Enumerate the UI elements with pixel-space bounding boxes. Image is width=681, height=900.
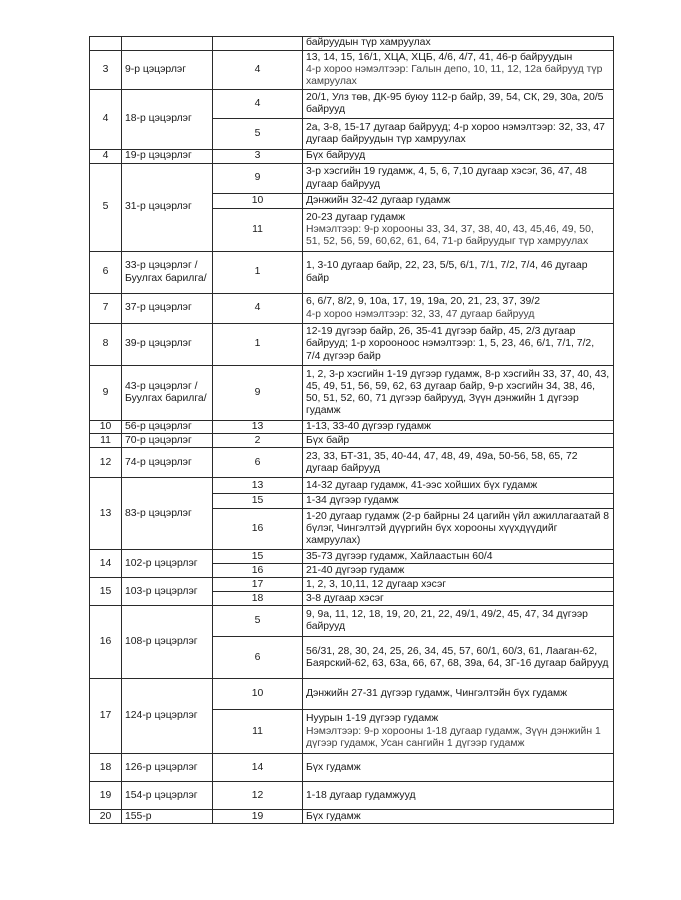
address-cell <box>303 494 614 509</box>
address-cell <box>303 434 614 448</box>
address-cell <box>303 810 614 824</box>
address-text: 1-20 дугаар гудамж (2-р байрны 24 цагийн үйл ажиллагаатай 8 бүлэг, Чингэлтэй дүүргийн бүх хорооны хүүхдүүдийг хамруулах) <box>306 510 610 547</box>
address-text: 1, 2, 3-р хэсгийн 1-19 дүгээр гудамж, 8-р хэсгийн 33, 37, 40, 43, 45, 49, 51, 56, 59, 62, 63 дугаар байр, 9-р хэсгийн 34, 38, 46, 50, 51, 52, 60, 71 дүгээр байрууд, Зүүн дэнжийн 1 дүгээр гудамж <box>306 368 610 417</box>
address-note: 4-р хороо нэмэлтээр: Галын депо, 10, 11, 12, 12а байрууд түр хамруулах <box>306 63 603 88</box>
address-cell <box>303 164 614 194</box>
table-row <box>90 754 614 782</box>
row-number: 16 <box>90 606 122 679</box>
table-row <box>90 90 614 119</box>
khoroo-number: 11 <box>213 710 303 754</box>
address-cell <box>303 209 614 252</box>
address-cell <box>303 550 614 564</box>
table-row <box>90 810 614 824</box>
address-text: 14-32 дугаар гудамж, 41-ээс хойших бүх гудамж <box>306 479 538 491</box>
address-note: 4-р хороо нэмэлтээр: 32, 33, 47 дугаар байрууд <box>306 308 535 320</box>
row-number: 5 <box>90 164 122 252</box>
table-row <box>90 782 614 810</box>
address-text: 20/1, Улз төв, ДК-95 буюу 112-р байр, 39, 54, СК, 29, 30а, 20/5 байрууд <box>306 91 604 115</box>
khoroo-number: 15 <box>213 550 303 564</box>
table-row <box>90 478 614 494</box>
khoroo-number: 3 <box>213 150 303 164</box>
address-text: Бүх байр <box>306 434 350 446</box>
kindergarten-name: 39-р цэцэрлэг <box>122 324 213 366</box>
table-row <box>90 448 614 478</box>
address-text: Нуурын 1-19 дүгээр гудамж <box>306 713 439 725</box>
table-row <box>90 606 614 637</box>
address-text: 21-40 дүгээр гудамж <box>306 564 405 576</box>
khoroo-number: 6 <box>213 448 303 478</box>
table-row <box>90 252 614 294</box>
khoroo-number: 16 <box>213 564 303 578</box>
kindergarten-name: 33-р цэцэрлэг /Буулгах барилга/ <box>122 252 213 294</box>
address-cell <box>303 592 614 606</box>
khoroo-number: 10 <box>213 194 303 209</box>
address-cell <box>303 754 614 782</box>
row-number: 12 <box>90 448 122 478</box>
table-row <box>90 324 614 366</box>
row-number: 14 <box>90 550 122 578</box>
kindergarten-table <box>89 36 614 824</box>
khoroo-number: 1 <box>213 252 303 294</box>
kindergarten-name: 103-р цэцэрлэг <box>122 578 213 606</box>
khoroo-number: 13 <box>213 478 303 494</box>
address-cell <box>303 294 614 324</box>
khoroo-number: 9 <box>213 366 303 421</box>
kindergarten-name: 9-р цэцэрлэг <box>122 51 213 90</box>
khoroo-number: 6 <box>213 637 303 679</box>
row-number: 11 <box>90 434 122 448</box>
row-number: 20 <box>90 810 122 824</box>
address-note: Нэмэлтээр: 9-р хорооны 33, 34, 37, 38, 40, 43, 45,46, 49, 50, 51, 52, 56, 59, 60,62, 61, 64, 71-р байруудыг түр хамруулах <box>306 223 594 248</box>
kindergarten-name: 83-р цэцэрлэг <box>122 478 213 550</box>
kindergarten-name: 18-р цэцэрлэг <box>122 90 213 150</box>
khoroo-number <box>213 37 303 51</box>
address-cell <box>303 150 614 164</box>
kindergarten-name <box>122 37 213 51</box>
kindergarten-name: 154-р цэцэрлэг <box>122 782 213 810</box>
khoroo-number: 1 <box>213 324 303 366</box>
address-cell <box>303 194 614 209</box>
address-text: Дэнжийн 32-42 дугаар гудамж <box>306 194 451 206</box>
address-text: 3-р хэсгийн 19 гудамж, 4, 5, 6, 7,10 дугаар хэсэг, 36, 47, 48 дугаар байрууд <box>306 166 587 190</box>
address-text: 1, 3-10 дугаар байр, 22, 23, 5/5, 6/1, 7/1, 7/2, 7/4, 46 дугаар байр <box>306 260 588 284</box>
row-number: 18 <box>90 754 122 782</box>
row-number <box>90 37 122 51</box>
khoroo-number: 11 <box>213 209 303 252</box>
kindergarten-name: 126-р цэцэрлэг <box>122 754 213 782</box>
kindergarten-name: 43-р цэцэрлэг /Буулгах барилга/ <box>122 366 213 421</box>
address-text: 1-13, 33-40 дүгээр гудамж <box>306 421 431 432</box>
khoroo-number: 10 <box>213 679 303 710</box>
address-cell <box>303 564 614 578</box>
table-row <box>90 578 614 592</box>
kindergarten-name: 155-р <box>122 810 213 824</box>
khoroo-number: 15 <box>213 494 303 509</box>
address-text: 12-19 дүгээр байр, 26, 35-41 дүгээр байр, 45, 2/3 дугаар байрууд; 1-р хорооноос нэмэлтээр: 1, 5, 23, 46, 6/1, 7/1, 7/2, 7/4 дүгээр байр <box>306 326 595 362</box>
address-cell <box>303 90 614 119</box>
address-text: 1-34 дүгээр гудамж <box>306 495 399 507</box>
address-cell <box>303 509 614 550</box>
table-row <box>90 550 614 564</box>
address-text: Бүх гудамж <box>306 810 361 822</box>
address-cell <box>303 421 614 434</box>
row-number: 19 <box>90 782 122 810</box>
address-text: 1, 2, 3, 10,11, 12 дугаар хэсэг <box>306 578 447 590</box>
address-text: Бүх байрууд <box>306 150 366 162</box>
address-text: 6, 6/7, 8/2, 9, 10а, 17, 19, 19а, 20, 21, 23, 37, 39/2 <box>306 296 540 308</box>
kindergarten-name: 19-р цэцэрлэг <box>122 150 213 164</box>
table-row <box>90 679 614 710</box>
address-cell <box>303 578 614 592</box>
row-number: 10 <box>90 421 122 434</box>
khoroo-number: 2 <box>213 434 303 448</box>
table-row <box>90 51 614 90</box>
table-row <box>90 150 614 164</box>
address-text: 2а, 3-8, 15-17 дугаар байрууд; 4-р хороо нэмэлтээр: 32, 33, 47 дугаар байруудын түр хамруулах <box>306 121 605 145</box>
khoroo-number: 14 <box>213 754 303 782</box>
table-row <box>90 294 614 324</box>
khoroo-number: 17 <box>213 578 303 592</box>
row-number: 9 <box>90 366 122 421</box>
row-number: 13 <box>90 478 122 550</box>
khoroo-number: 5 <box>213 119 303 150</box>
address-cell <box>303 448 614 478</box>
kindergarten-name: 124-р цэцэрлэг <box>122 679 213 754</box>
address-text: 23, 33, БТ-31, 35, 40-44, 47, 48, 49, 49а, 50-56, 58, 65, 72 дугаар байрууд <box>306 450 578 474</box>
row-number: 17 <box>90 679 122 754</box>
khoroo-number: 16 <box>213 509 303 550</box>
row-number: 15 <box>90 578 122 606</box>
address-cell <box>303 637 614 679</box>
address-text: 35-73 дүгээр гудамж, Хайлаастын 60/4 <box>306 550 493 562</box>
address-text: 20-23 дугаар гудамж <box>306 211 406 223</box>
khoroo-number: 19 <box>213 810 303 824</box>
address-cell <box>303 119 614 150</box>
address-text: 56/31, 28, 30, 24, 25, 26, 34, 45, 57, 60/1, 60/3, 61, Лааган-62, Баярский-62, 63, 63а, 66, 67, 68, 39а, 64, 3Г-16 дугаар байрууд <box>306 645 609 669</box>
kindergarten-name: 74-р цэцэрлэг <box>122 448 213 478</box>
address-cell <box>303 606 614 637</box>
table-row <box>90 366 614 421</box>
khoroo-number: 4 <box>213 294 303 324</box>
row-number: 4 <box>90 90 122 150</box>
address-note: Нэмэлтээр: 9-р хорооны 1-18 дугаар гудамж, Зүүн дэнжийн 1 дүгээр гудамж, Усан сангийн 1 дүгээр гудамж <box>306 725 601 749</box>
table-row <box>90 37 614 51</box>
row-number: 6 <box>90 252 122 294</box>
kindergarten-name: 70-р цэцэрлэг <box>122 434 213 448</box>
khoroo-number: 13 <box>213 421 303 434</box>
address-text: Дэнжийн 27-31 дүгээр гудамж, Чингэлтэйн бүх гудамж <box>306 688 568 700</box>
address-text: 13, 14, 15, 16/1, ХЦА, ХЦБ, 4/6, 4/7, 41, 46-р байруудын <box>306 51 573 63</box>
khoroo-number: 4 <box>213 51 303 90</box>
kindergarten-name: 108-р цэцэрлэг <box>122 606 213 679</box>
address-text: 3-8 дугаар хэсэг <box>306 592 384 604</box>
table-row <box>90 164 614 194</box>
address-text: Бүх гудамж <box>306 761 361 773</box>
kindergarten-name: 31-р цэцэрлэг <box>122 164 213 252</box>
address-cell <box>303 710 614 754</box>
khoroo-number: 9 <box>213 164 303 194</box>
address-cell <box>303 478 614 494</box>
address-cell <box>303 782 614 810</box>
row-number: 4 <box>90 150 122 164</box>
address-cell <box>303 679 614 710</box>
kindergarten-name: 37-р цэцэрлэг <box>122 294 213 324</box>
address-cell <box>303 366 614 421</box>
address-cell <box>303 51 614 90</box>
table-row <box>90 434 614 448</box>
khoroo-number: 5 <box>213 606 303 637</box>
khoroo-number: 12 <box>213 782 303 810</box>
address-text: 9, 9а, 11, 12, 18, 19, 20, 21, 22, 49/1, 49/2, 45, 47, 34 дүгээр байрууд <box>306 609 588 633</box>
kindergarten-name: 102-р цэцэрлэг <box>122 550 213 578</box>
kindergarten-name: 56-р цэцэрлэг <box>122 421 213 434</box>
row-number: 8 <box>90 324 122 366</box>
table-row <box>90 421 614 434</box>
khoroo-number: 18 <box>213 592 303 606</box>
address-text: 1-18 дугаар гудамжууд <box>306 789 416 801</box>
address-cell <box>303 37 614 51</box>
address-text: байруудын түр хамруулах <box>306 37 431 49</box>
khoroo-number: 4 <box>213 90 303 119</box>
address-cell <box>303 324 614 366</box>
row-number: 7 <box>90 294 122 324</box>
address-cell <box>303 252 614 294</box>
row-number: 3 <box>90 51 122 90</box>
